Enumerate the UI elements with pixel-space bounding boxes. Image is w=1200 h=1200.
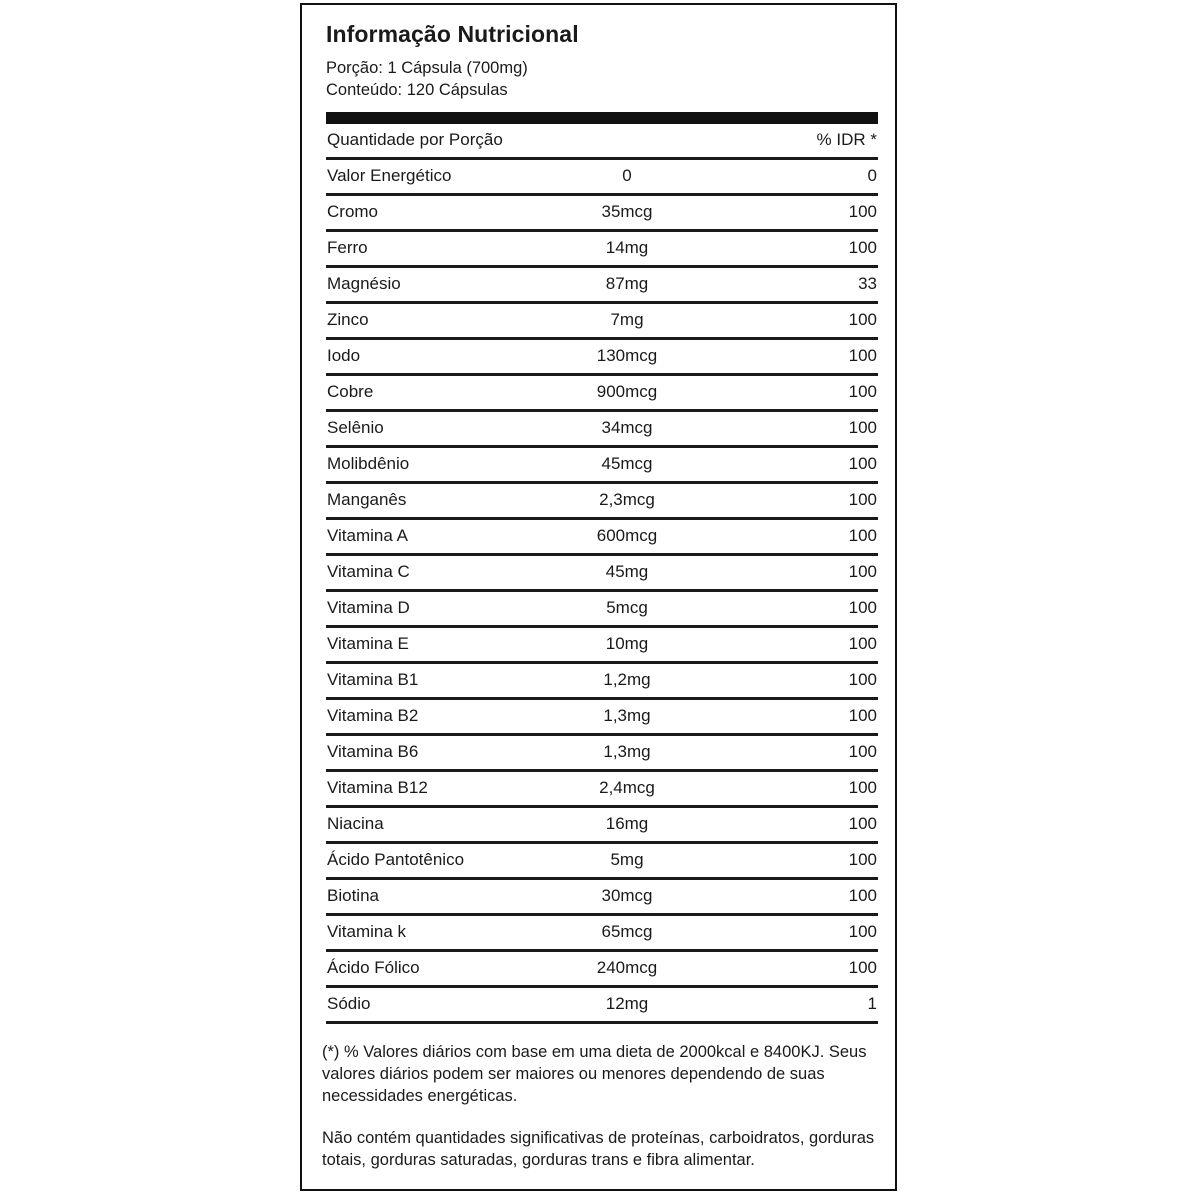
table-row bbox=[326, 880, 878, 916]
nutrient-amount: 2,3mcg bbox=[599, 490, 655, 509]
nutrient-rows bbox=[326, 160, 878, 1024]
nutrient-name: Cobre bbox=[327, 382, 374, 401]
nutrient-amount: 10mg bbox=[605, 634, 649, 653]
nutrient-amount: 14mg bbox=[605, 238, 649, 257]
nutrient-amount: 1,3mg bbox=[603, 742, 651, 761]
table-row bbox=[326, 196, 878, 232]
table-row bbox=[326, 448, 878, 484]
nutrient-name: Cromo bbox=[327, 202, 379, 221]
nutrient-idr: 100 bbox=[848, 310, 877, 329]
nutrient-idr: 100 bbox=[848, 706, 877, 725]
table-row bbox=[326, 304, 878, 340]
nutrient-table bbox=[326, 124, 878, 1024]
nutrient-name: Vitamina k bbox=[327, 922, 407, 941]
nutrient-amount: 87mg bbox=[605, 274, 649, 293]
footnotes bbox=[322, 1041, 882, 1171]
nutrient-idr: 100 bbox=[848, 742, 877, 761]
nutrient-amount: 45mcg bbox=[601, 454, 653, 473]
nutrient-idr: 100 bbox=[848, 238, 877, 257]
nutrient-name: Niacina bbox=[327, 814, 384, 833]
nutrient-amount: 600mcg bbox=[596, 526, 658, 545]
table-row bbox=[326, 232, 878, 268]
nutrient-idr: 33 bbox=[858, 274, 877, 293]
nutrient-name: Vitamina A bbox=[327, 526, 408, 545]
nutrient-idr: 100 bbox=[848, 346, 877, 365]
nutrient-name: Vitamina B2 bbox=[327, 706, 419, 725]
table-row bbox=[326, 520, 878, 556]
idr-footnote: (*) % Valores diários com base em uma dieta de 2000kcal e 8400KJ. Seus valores diários podem ser maiores ou menores dependendo de suas necessidades energéticas. bbox=[322, 1043, 867, 1105]
nutrient-amount: 45mg bbox=[605, 562, 649, 581]
nutrient-idr: 100 bbox=[848, 454, 877, 473]
nutrient-amount: 30mcg bbox=[601, 886, 653, 905]
nutrient-name: Vitamina C bbox=[327, 562, 410, 581]
nutrient-name: Manganês bbox=[327, 490, 407, 509]
nutrient-idr: 100 bbox=[848, 202, 877, 221]
nutrient-idr: 100 bbox=[848, 526, 877, 545]
table-row bbox=[326, 376, 878, 412]
table-row bbox=[326, 160, 878, 196]
table-row bbox=[326, 628, 878, 664]
table-row bbox=[326, 736, 878, 772]
serving-info bbox=[326, 57, 528, 101]
nutrient-idr: 1 bbox=[867, 994, 877, 1013]
table-row bbox=[326, 700, 878, 736]
nutrient-idr: 100 bbox=[848, 922, 877, 941]
table-row bbox=[326, 412, 878, 448]
nutrient-name: Vitamina B12 bbox=[327, 778, 428, 797]
nutrient-amount: 35mcg bbox=[601, 202, 653, 221]
table-header-row bbox=[326, 124, 878, 160]
nutrient-idr: 100 bbox=[848, 958, 877, 977]
nutrient-amount: 16mg bbox=[605, 814, 649, 833]
nutrient-name: Molibdênio bbox=[327, 454, 410, 473]
nutrient-name: Vitamina B1 bbox=[327, 670, 419, 689]
nutrient-idr: 100 bbox=[848, 562, 877, 581]
nutrient-amount: 34mcg bbox=[601, 418, 653, 437]
table-row bbox=[326, 988, 878, 1024]
nutrient-name: Ácido Fólico bbox=[327, 958, 420, 977]
nutrient-idr: 100 bbox=[848, 382, 877, 401]
nutrient-amount: 0 bbox=[622, 166, 632, 185]
nutrient-idr: 100 bbox=[848, 886, 877, 905]
nutrient-name: Sódio bbox=[327, 994, 371, 1013]
nutrient-amount: 7mg bbox=[610, 310, 644, 329]
nutrient-name: Selênio bbox=[327, 418, 384, 437]
table-row bbox=[326, 664, 878, 700]
nutrient-name: Vitamina B6 bbox=[327, 742, 419, 761]
nutrient-name: Magnésio bbox=[327, 274, 401, 293]
nutrient-name: Ferro bbox=[327, 238, 368, 257]
nutrient-idr: 100 bbox=[848, 814, 877, 833]
nutrient-idr: 0 bbox=[867, 166, 877, 185]
nutrient-amount: 240mcg bbox=[596, 958, 658, 977]
nutrient-amount: 1,2mg bbox=[603, 670, 651, 689]
nutrient-idr: 100 bbox=[848, 490, 877, 509]
table-row bbox=[326, 772, 878, 808]
header-idr-label: % IDR * bbox=[816, 130, 877, 149]
nutrient-idr: 100 bbox=[848, 634, 877, 653]
header-quantity-label: Quantidade por Porção bbox=[327, 130, 503, 149]
nutrient-idr: 100 bbox=[848, 778, 877, 797]
nutrient-amount: 65mcg bbox=[601, 922, 653, 941]
package-content: Conteúdo: 120 Cápsulas bbox=[326, 81, 508, 99]
nutrient-name: Biotina bbox=[327, 886, 379, 905]
not-significant-note: Não contém quantidades significativas de proteínas, carboidratos, gorduras totais, gorduras saturadas, gorduras trans e fibra alimentar. bbox=[322, 1129, 875, 1169]
nutrient-name: Ácido Pantotênico bbox=[327, 850, 465, 869]
nutrient-idr: 100 bbox=[848, 598, 877, 617]
table-row bbox=[326, 844, 878, 880]
table-row bbox=[326, 556, 878, 592]
table-row bbox=[326, 484, 878, 520]
table-row bbox=[326, 808, 878, 844]
nutrient-amount: 5mcg bbox=[606, 598, 648, 617]
label-title: Informação Nutricional bbox=[326, 21, 579, 47]
nutrient-name: Valor Energético bbox=[327, 166, 452, 185]
nutrient-idr: 100 bbox=[848, 670, 877, 689]
nutrient-amount: 5mg bbox=[610, 850, 644, 869]
table-row bbox=[326, 268, 878, 304]
nutrient-idr: 100 bbox=[848, 850, 877, 869]
nutrient-amount: 12mg bbox=[605, 994, 649, 1013]
thick-divider bbox=[326, 112, 878, 124]
nutrient-amount: 130mcg bbox=[596, 346, 658, 365]
nutrition-facts-panel bbox=[300, 3, 897, 1191]
nutrient-amount: 2,4mcg bbox=[599, 778, 655, 797]
nutrient-name: Vitamina E bbox=[327, 634, 409, 653]
nutrient-amount: 1,3mg bbox=[603, 706, 651, 725]
nutrient-name: Zinco bbox=[327, 310, 369, 329]
nutrient-name: Iodo bbox=[327, 346, 361, 365]
table-row bbox=[326, 952, 878, 988]
nutrient-name: Vitamina D bbox=[327, 598, 410, 617]
table-row bbox=[326, 592, 878, 628]
table-row bbox=[326, 916, 878, 952]
serving-size: Porção: 1 Cápsula (700mg) bbox=[326, 59, 528, 77]
table-row bbox=[326, 340, 878, 376]
nutrient-amount: 900mcg bbox=[596, 382, 658, 401]
nutrient-idr: 100 bbox=[848, 418, 877, 437]
